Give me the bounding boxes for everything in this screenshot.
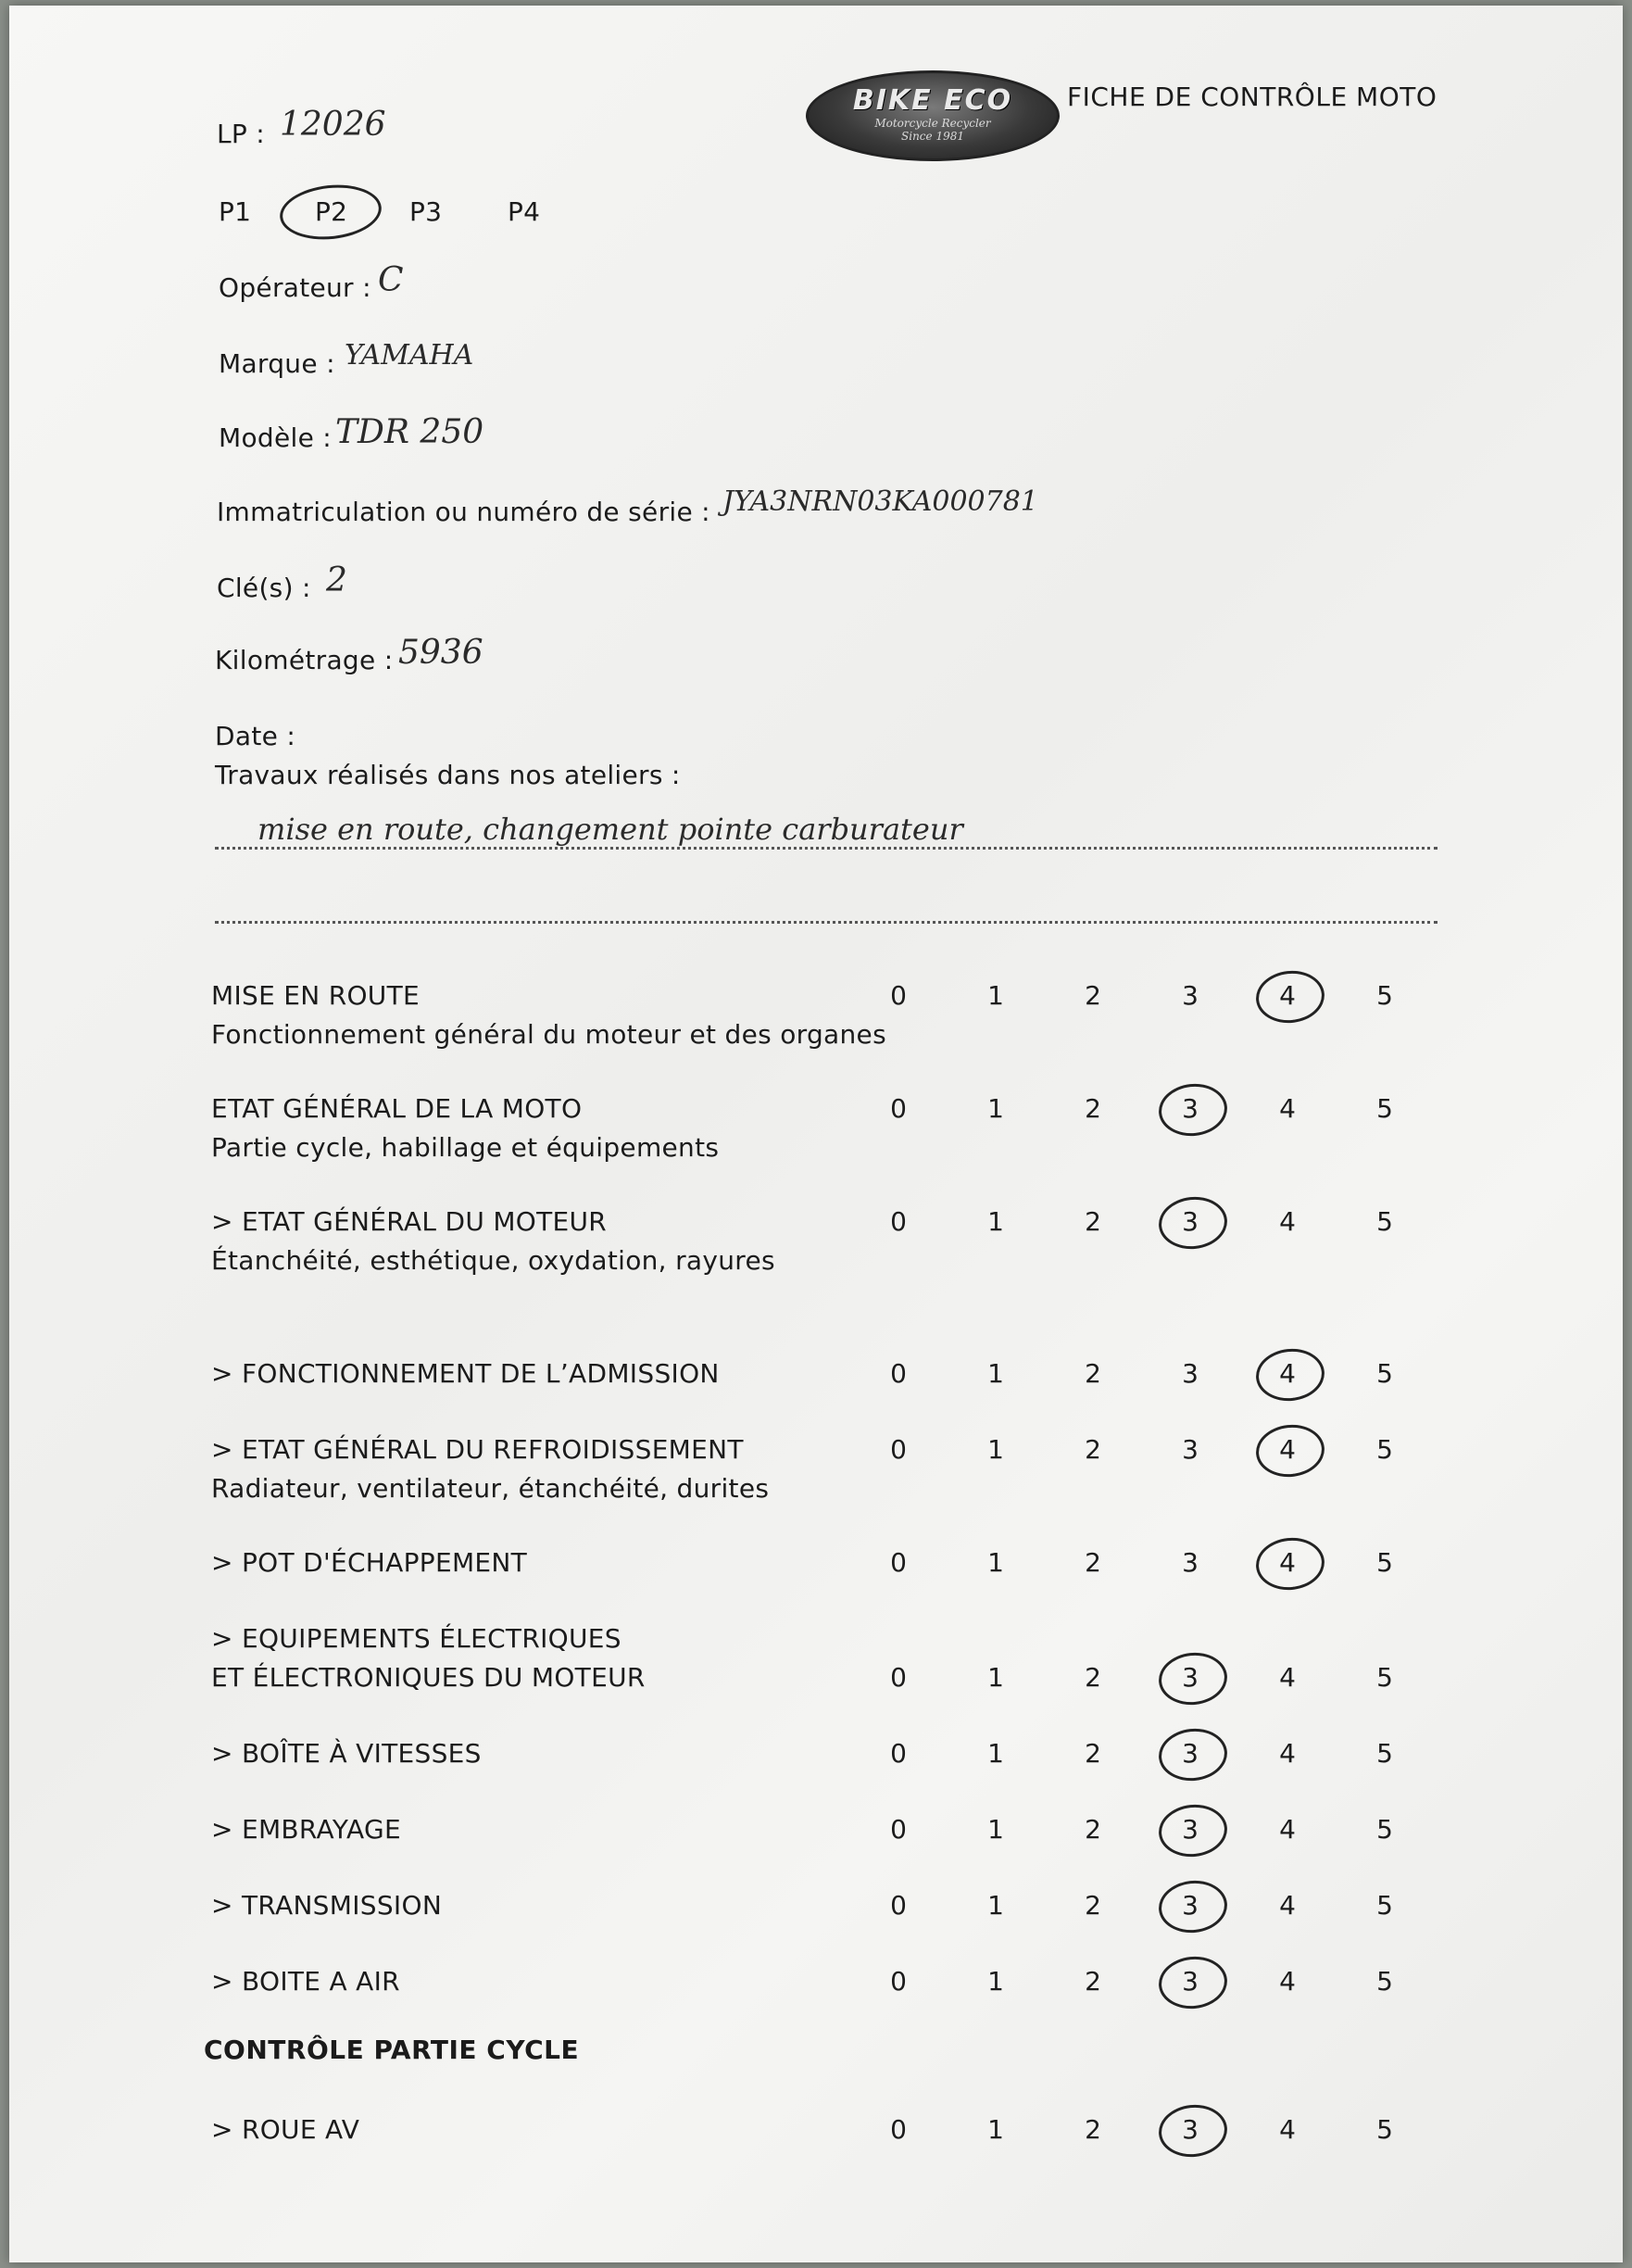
score-option-3: 3 — [1182, 1814, 1199, 1845]
score-option-0: 0 — [890, 1662, 907, 1693]
row-subtitle: Partie cycle, habillage et équipements — [211, 1132, 720, 1163]
score-option-0: 0 — [890, 1093, 907, 1124]
score-option-3: 3 — [1182, 1434, 1199, 1465]
score-option-4: 4 — [1279, 980, 1296, 1011]
score-option-0: 0 — [890, 1966, 907, 1997]
row-title: MISE EN ROUTE — [211, 980, 421, 1011]
score-option-2: 2 — [1085, 2114, 1101, 2145]
score-option-4: 4 — [1279, 2114, 1296, 2145]
modele-label: Modèle : — [219, 422, 333, 453]
travaux-label: Travaux réalisés dans nos ateliers : — [215, 760, 681, 790]
score-option-1: 1 — [987, 1206, 1004, 1237]
score-option-1: 1 — [987, 1093, 1004, 1124]
score-option-0: 0 — [890, 1434, 907, 1465]
score-option-3: 3 — [1182, 1890, 1199, 1921]
cles-label: Clé(s) : — [217, 573, 311, 603]
section-cycle-title: CONTRÔLE PARTIE CYCLE — [204, 2035, 580, 2065]
score-option-1: 1 — [987, 980, 1004, 1011]
row-title: > ETAT GÉNÉRAL DU MOTEUR — [211, 1206, 608, 1237]
score-option-0: 0 — [890, 1358, 907, 1389]
score-option-0: 0 — [890, 1547, 907, 1578]
row-title: > FONCTIONNEMENT DE L’ADMISSION — [211, 1358, 720, 1389]
score-option-0: 0 — [890, 1890, 907, 1921]
score-option-1: 1 — [987, 1358, 1004, 1389]
score-option-1: 1 — [987, 1890, 1004, 1921]
score-option-2: 2 — [1085, 1814, 1101, 1845]
score-option-2: 2 — [1085, 1890, 1101, 1921]
score-option-2: 2 — [1085, 1966, 1101, 1997]
row-title: > EQUIPEMENTS ÉLECTRIQUES — [211, 1623, 621, 1654]
score-option-2: 2 — [1085, 1358, 1101, 1389]
row-title: > ETAT GÉNÉRAL DU REFROIDISSEMENT — [211, 1434, 744, 1465]
score-option-4: 4 — [1279, 1966, 1296, 1997]
date-label: Date : — [215, 721, 296, 751]
travaux-value: mise en route, changement pointe carburateur — [257, 812, 963, 847]
score-option-1: 1 — [987, 2114, 1004, 2145]
score-option-5: 5 — [1376, 1814, 1393, 1845]
score-option-5: 5 — [1376, 1206, 1393, 1237]
bike-eco-logo — [806, 70, 1060, 161]
travaux-line-1 — [215, 847, 1437, 850]
score-option-1: 1 — [987, 1738, 1004, 1769]
score-option-1: 1 — [987, 1547, 1004, 1578]
score-option-2: 2 — [1085, 1206, 1101, 1237]
score-option-3: 3 — [1182, 1738, 1199, 1769]
row-title: ETAT GÉNÉRAL DE LA MOTO — [211, 1093, 583, 1124]
row-title: > TRANSMISSION — [211, 1890, 443, 1921]
immat-value: JYA3NRN03KA000781 — [722, 485, 1038, 518]
marque-value: YAMAHA — [345, 339, 474, 372]
score-option-4: 4 — [1279, 1206, 1296, 1237]
score-option-3: 3 — [1182, 1966, 1199, 1997]
score-option-3: 3 — [1182, 1206, 1199, 1237]
row-subtitle: Étanchéité, esthétique, oxydation, rayures — [211, 1245, 775, 1276]
score-option-2: 2 — [1085, 1434, 1101, 1465]
travaux-line-2 — [215, 921, 1437, 924]
score-option-3: 3 — [1182, 1662, 1199, 1693]
score-option-2: 2 — [1085, 1093, 1101, 1124]
score-option-5: 5 — [1376, 1966, 1393, 1997]
row-title: > BOÎTE À VITESSES — [211, 1738, 482, 1769]
document-title: FICHE DE CONTRÔLE MOTO — [1067, 82, 1437, 112]
position-p1: P1 — [219, 196, 252, 227]
score-option-2: 2 — [1085, 1738, 1101, 1769]
score-option-3: 3 — [1182, 2114, 1199, 2145]
score-option-1: 1 — [987, 1662, 1004, 1693]
score-option-0: 0 — [890, 1814, 907, 1845]
modele-value: TDR 250 — [335, 413, 484, 451]
km-value: 5936 — [398, 634, 483, 672]
score-option-3: 3 — [1182, 1547, 1199, 1578]
logo-since: Since 1981 — [901, 130, 964, 143]
score-option-4: 4 — [1279, 1890, 1296, 1921]
score-option-5: 5 — [1376, 2114, 1393, 2145]
operateur-label: Opérateur : — [219, 272, 371, 303]
score-option-3: 3 — [1182, 1093, 1199, 1124]
score-option-5: 5 — [1376, 1662, 1393, 1693]
km-label: Kilométrage : — [215, 645, 394, 675]
position-p2: P2 — [315, 196, 348, 227]
immat-label: Immatriculation ou numéro de série : — [217, 497, 710, 527]
score-option-0: 0 — [890, 2114, 907, 2145]
score-option-4: 4 — [1279, 1814, 1296, 1845]
score-option-0: 0 — [890, 980, 907, 1011]
row-title: > ROUE AV — [211, 2114, 360, 2145]
position-p4: P4 — [508, 196, 541, 227]
score-option-2: 2 — [1085, 1662, 1101, 1693]
score-option-2: 2 — [1085, 980, 1101, 1011]
logo-brand: BIKE ECO — [852, 84, 1013, 117]
logo-subtitle: Motorcycle Recycler — [874, 117, 991, 130]
row-subtitle: Radiateur, ventilateur, étanchéité, durites — [211, 1473, 770, 1504]
score-option-5: 5 — [1376, 1547, 1393, 1578]
score-option-4: 4 — [1279, 1093, 1296, 1124]
score-option-1: 1 — [987, 1966, 1004, 1997]
marque-label: Marque : — [219, 348, 335, 379]
score-option-5: 5 — [1376, 1738, 1393, 1769]
score-option-5: 5 — [1376, 1358, 1393, 1389]
cles-value: 2 — [326, 561, 347, 599]
score-option-4: 4 — [1279, 1434, 1296, 1465]
score-option-5: 5 — [1376, 1093, 1393, 1124]
score-option-0: 0 — [890, 1738, 907, 1769]
score-option-5: 5 — [1376, 1890, 1393, 1921]
score-option-3: 3 — [1182, 1358, 1199, 1389]
score-option-5: 5 — [1376, 1434, 1393, 1465]
score-option-4: 4 — [1279, 1358, 1296, 1389]
lp-label: LP : — [217, 119, 266, 149]
row-subtitle: Fonctionnement général du moteur et des organes — [211, 1019, 886, 1050]
score-option-4: 4 — [1279, 1547, 1296, 1578]
row-subtitle: ET ÉLECTRONIQUES DU MOTEUR — [211, 1662, 646, 1693]
score-option-4: 4 — [1279, 1662, 1296, 1693]
score-option-4: 4 — [1279, 1738, 1296, 1769]
position-p3: P3 — [409, 196, 443, 227]
row-title: > POT D'ÉCHAPPEMENT — [211, 1547, 528, 1578]
score-option-3: 3 — [1182, 980, 1199, 1011]
score-option-2: 2 — [1085, 1547, 1101, 1578]
row-title: > EMBRAYAGE — [211, 1814, 402, 1845]
score-option-5: 5 — [1376, 980, 1393, 1011]
score-option-1: 1 — [987, 1434, 1004, 1465]
row-title: > BOITE A AIR — [211, 1966, 400, 1997]
control-sheet — [9, 6, 1623, 2262]
score-option-1: 1 — [987, 1814, 1004, 1845]
score-option-0: 0 — [890, 1206, 907, 1237]
operateur-value: C — [378, 261, 404, 299]
lp-value: 12026 — [280, 106, 386, 144]
